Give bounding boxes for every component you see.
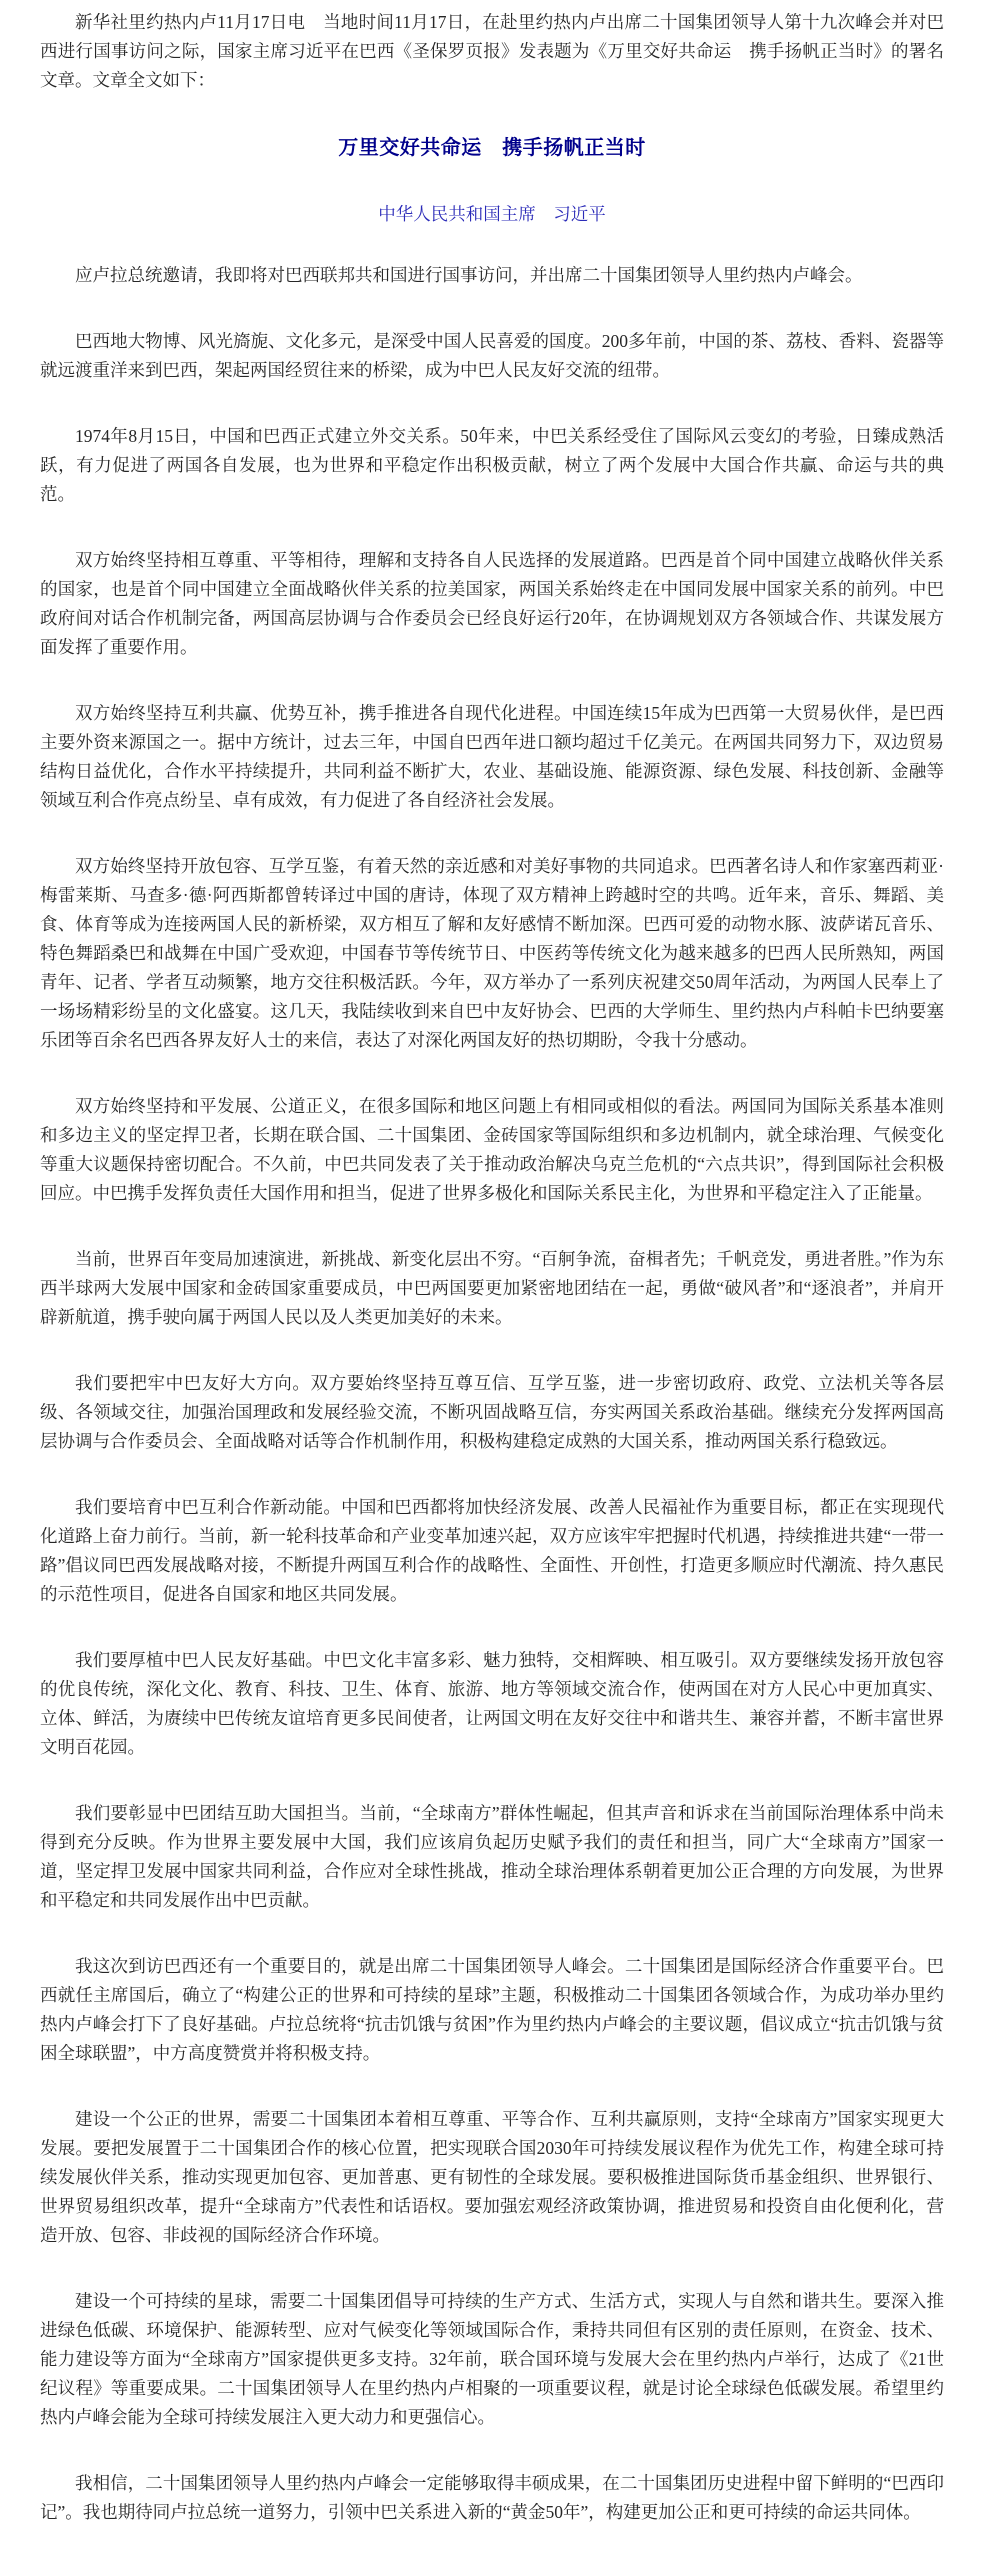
- article-paragraph: 建设一个公正的世界，需要二十国集团本着相互尊重、平等合作、互利共赢原则，支持“全球南方”国家实现更大发展。要把发展置于二十国集团合作的核心位置，把实现联合国2030年可持续发展议程作为优先工作，构建全球可持续发展伙伴关系，推动实现更加包容、更加普惠、更有韧性的全球发展。要积极推进国际货币基金组织、世界银行、世界贸易组织改革，提升“全球南方”代表性和话语权。要加强宏观经济政策协调，推进贸易和投资自由化便利化，营造开放、包容、非歧视的国际经济合作环境。: [40, 2109, 944, 2245]
- article-paragraph: 我们要厚植中巴人民友好基础。中巴文化丰富多彩、魅力独特，交相辉映、相互吸引。双方要继续发扬开放包容的优良传统，深化文化、教育、科技、卫生、体育、旅游、地方等领域交流合作，使两国在对方人民心中更加真实、立体、鲜活，为赓续中巴传统友谊培育更多民间使者，让两国文明在友好交往中和谐共生、兼容并蓄，不断丰富世界文明百花园。: [40, 1650, 944, 1757]
- article-paragraph: 巴西地大物博、风光旖旎、文化多元，是深受中国人民喜爱的国度。200多年前，中国的茶、荔枝、香料、瓷器等就远渡重洋来到巴西，架起两国经贸往来的桥梁，成为中巴人民友好交流的纽带。: [40, 331, 944, 380]
- article-paragraph: 应卢拉总统邀请，我即将对巴西联邦共和国进行国事访问，并出席二十国集团领导人里约热内卢峰会。: [75, 265, 863, 285]
- article-paragraph: 当前，世界百年变局加速演进，新挑战、新变化层出不穷。“百舸争流，奋楫者先；千帆竞发，勇进者胜。”作为东西半球两大发展中国家和金砖国家重要成员，中巴两国要更加紧密地团结在一起，勇做“破风者”和“逐浪者”，并肩开辟新航道，携手驶向属于两国人民以及人类更加美好的未来。: [40, 1249, 944, 1327]
- article-paragraph: 我们要彰显中巴团结互助大国担当。当前，“全球南方”群体性崛起，但其声音和诉求在当前国际治理体系中尚未得到充分反映。作为世界主要发展中大国，我们应该肩负起历史赋予我们的责任和担当，同广大“全球南方”国家一道，坚定捍卫发展中国家共同利益，合作应对全球性挑战，推动全球治理体系朝着更加公正合理的方向发展，为世界和平稳定和共同发展作出中巴贡献。: [40, 1803, 944, 1910]
- article-paragraph: 双方始终坚持和平发展、公道正义，在很多国际和地区问题上有相同或相似的看法。两国同为国际关系基本准则和多边主义的坚定捍卫者，长期在联合国、二十国集团、金砖国家等国际组织和多边机制内，就全球治理、气候变化等重大议题保持密切配合。不久前，中巴共同发表了关于推动政治解决乌克兰危机的“六点共识”，得到国际社会积极回应。中巴携手发挥负责任大国作用和担当，促进了世界多极化和国际关系民主化，为世界和平稳定注入了正能量。: [40, 1096, 944, 1203]
- article-title: 万里交好共命运 携手扬帆正当时: [338, 137, 646, 159]
- article-byline: 中华人民共和国主席 习近平: [378, 204, 606, 224]
- article-lead: 新华社里约热内卢11月17日电 当地时间11月17日，在赴里约热内卢出席二十国集团领导人第十九次峰会并对巴西进行国事访问之际，国家主席习近平在巴西《圣保罗页报》发表题为《万里交好共命运 携手扬帆正当时》的署名文章。文章全文如下：: [40, 12, 944, 90]
- article-paragraph: 我们要培育中巴互利合作新动能。中国和巴西都将加快经济发展、改善人民福祉作为重要目标，都正在实现现代化道路上奋力前行。当前，新一轮科技革命和产业变革加速兴起，双方应该牢牢把握时代机遇，持续推进共建“一带一路”倡议同巴西发展战略对接，不断提升两国互利合作的战略性、全面性、开创性，打造更多顺应时代潮流、持久惠民的示范性项目，促进各自国家和地区共同发展。: [40, 1497, 944, 1604]
- article-paragraph: 我们要把牢中巴友好大方向。双方要始终坚持互尊互信、互学互鉴，进一步密切政府、政党、立法机关等各层级、各领域交往，加强治国理政和发展经验交流，不断巩固战略互信，夯实两国关系政治基础。继续充分发挥两国高层协调与合作委员会、全面战略对话等合作机制作用，积极构建稳定成熟的大国关系，推动两国关系行稳致远。: [40, 1373, 944, 1451]
- article-paragraph: 我这次到访巴西还有一个重要目的，就是出席二十国集团领导人峰会。二十国集团是国际经济合作重要平台。巴西就任主席国后，确立了“构建公正的世界和可持续的星球”主题，积极推动二十国集团各领域合作，为成功举办里约热内卢峰会打下了良好基础。卢拉总统将“抗击饥饿与贫困”作为里约热内卢峰会的主要议题，倡议成立“抗击饥饿与贫困全球联盟”，中方高度赞赏并将积极支持。: [40, 1956, 944, 2063]
- article-paragraph: 1974年8月15日，中国和巴西正式建立外交关系。50年来，中巴关系经受住了国际风云变幻的考验，日臻成熟活跃，有力促进了两国各自发展，也为世界和平稳定作出积极贡献，树立了两个发展中大国合作共赢、命运与共的典范。: [40, 426, 944, 504]
- article-paragraph: 双方始终坚持互利共赢、优势互补，携手推进各自现代化进程。中国连续15年成为巴西第一大贸易伙伴，是巴西主要外资来源国之一。据中方统计，过去三年，中国自巴西年进口额均超过千亿美元。在两国共同努力下，双边贸易结构日益优化，合作水平持续提升，共同利益不断扩大，农业、基础设施、能源资源、绿色发展、科技创新、金融等领域互利合作亮点纷呈、卓有成效，有力促进了各自经济社会发展。: [40, 703, 944, 810]
- article-paragraph: 我相信，二十国集团领导人里约热内卢峰会一定能够取得丰硕成果，在二十国集团历史进程中留下鲜明的“巴西印记”。我也期待同卢拉总统一道努力，引领中巴关系进入新的“黄金50年”，构建更加公正和更可持续的命运共同体。: [40, 2473, 944, 2522]
- article-body: [40, 261, 944, 2527]
- article-paragraph: 双方始终坚持相互尊重、平等相待，理解和支持各自人民选择的发展道路。巴西是首个同中国建立战略伙伴关系的国家，也是首个同中国建立全面战略伙伴关系的拉美国家，两国关系始终走在中国同发展中国家关系的前列。中巴政府间对话合作机制完备，两国高层协调与合作委员会已经良好运行20年，在协调规划双方各领域合作、共谋发展方面发挥了重要作用。: [40, 550, 944, 657]
- article-paragraph: 建设一个可持续的星球，需要二十国集团倡导可持续的生产方式、生活方式，实现人与自然和谐共生。要深入推进绿色低碳、环境保护、能源转型、应对气候变化等领域国际合作，秉持共同但有区别的责任原则，在资金、技术、能力建设等方面为“全球南方”国家提供更多支持。32年前，联合国环境与发展大会在里约热内卢举行，达成了《21世纪议程》等重要成果。二十国集团领导人在里约热内卢相聚的一项重要议程，就是讨论全球绿色低碳发展。希望里约热内卢峰会能为全球可持续发展注入更大动力和更强信心。: [40, 2291, 944, 2427]
- article-paragraph: 双方始终坚持开放包容、互学互鉴，有着天然的亲近感和对美好事物的共同追求。巴西著名诗人和作家塞西莉亚·梅雷莱斯、马查多·德·阿西斯都曾转译过中国的唐诗，体现了双方精神上跨越时空的共鸣。近年来，音乐、舞蹈、美食、体育等成为连接两国人民的新桥梁，双方相互了解和友好感情不断加深。巴西可爱的动物水豚、波萨诺瓦音乐、特色舞蹈桑巴和战舞在中国广受欢迎，中国春节等传统节日、中医药等传统文化为越来越多的巴西人民所熟知，两国青年、记者、学者互动频繁，地方交往积极活跃。今年，双方举办了一系列庆祝建交50周年活动，为两国人民奉上了一场场精彩纷呈的文化盛宴。这几天，我陆续收到来自巴中友好协会、巴西的大学师生、里约热内卢科帕卡巴纳要塞乐团等百余名巴西各界友好人士的来信，表达了对深化两国友好的热切期盼，令我十分感动。: [40, 856, 944, 1050]
